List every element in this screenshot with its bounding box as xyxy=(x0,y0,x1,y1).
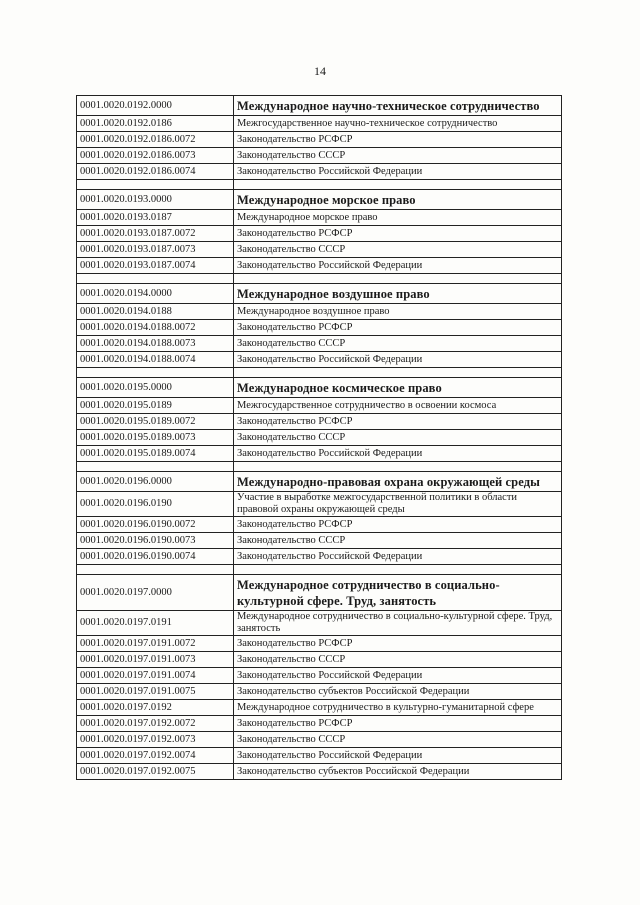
table-row xyxy=(77,668,562,684)
row-code: 0001.0020.0196.0190.0073 xyxy=(77,533,234,549)
row-code: 0001.0020.0195.0189 xyxy=(77,398,234,414)
table-row xyxy=(77,414,562,430)
table-row xyxy=(77,336,562,352)
row-code: 0001.0020.0194.0188.0072 xyxy=(77,320,234,336)
section-spacer xyxy=(77,274,562,284)
row-text: Законодательство РСФСР xyxy=(234,132,562,148)
row-code: 0001.0020.0197.0191.0075 xyxy=(77,684,234,700)
table-row xyxy=(77,636,562,652)
section-title: Международное морское право xyxy=(234,190,562,210)
row-text: Международное морское право xyxy=(234,210,562,226)
row-code: 0001.0020.0193.0187 xyxy=(77,210,234,226)
row-text: Законодательство Российской Федерации xyxy=(234,352,562,368)
section-title: Международно-правовая охрана окружающей среды xyxy=(234,472,562,492)
row-code: 0001.0020.0195.0189.0072 xyxy=(77,414,234,430)
table-row xyxy=(77,700,562,716)
row-text: Международное воздушное право xyxy=(234,304,562,320)
section-header-row xyxy=(77,472,562,492)
table-row xyxy=(77,611,562,636)
spacer-cell xyxy=(77,368,234,378)
spacer-cell xyxy=(77,565,234,575)
table-row xyxy=(77,304,562,320)
table-row xyxy=(77,226,562,242)
row-text: Законодательство СССР xyxy=(234,652,562,668)
section-title: Международное космическое право xyxy=(234,378,562,398)
row-code: 0001.0020.0193.0187.0073 xyxy=(77,242,234,258)
row-text: Законодательство Российской Федерации xyxy=(234,748,562,764)
row-code: 0001.0020.0192.0186 xyxy=(77,116,234,132)
table-row xyxy=(77,352,562,368)
row-code: 0001.0020.0193.0187.0074 xyxy=(77,258,234,274)
section-header-row xyxy=(77,378,562,398)
section-code: 0001.0020.0192.0000 xyxy=(77,96,234,116)
row-text: Законодательство Российской Федерации xyxy=(234,668,562,684)
row-code: 0001.0020.0192.0186.0072 xyxy=(77,132,234,148)
row-text: Законодательство СССР xyxy=(234,533,562,549)
row-text: Межгосударственное сотрудничество в освоении космоса xyxy=(234,398,562,414)
table-row xyxy=(77,116,562,132)
section-header-row xyxy=(77,190,562,210)
row-text: Законодательство СССР xyxy=(234,732,562,748)
row-text: Законодательство РСФСР xyxy=(234,320,562,336)
row-code: 0001.0020.0192.0186.0074 xyxy=(77,164,234,180)
table-row xyxy=(77,164,562,180)
row-code: 0001.0020.0196.0190.0072 xyxy=(77,517,234,533)
section-title: Международное научно-техническое сотрудничество xyxy=(234,96,562,116)
row-text: Законодательство субъектов Российской Федерации xyxy=(234,764,562,780)
spacer-cell xyxy=(234,368,562,378)
table-row xyxy=(77,132,562,148)
section-spacer xyxy=(77,368,562,378)
table-row xyxy=(77,446,562,462)
spacer-cell xyxy=(77,274,234,284)
spacer-cell xyxy=(234,462,562,472)
row-text: Международное сотрудничество в социально-культурной сфере. Труд, занятость xyxy=(234,611,562,636)
row-text: Законодательство РСФСР xyxy=(234,716,562,732)
table-row xyxy=(77,549,562,565)
section-title: Международное сотрудничество в социально-культурной сфере. Труд, занятость xyxy=(234,575,562,611)
row-code: 0001.0020.0194.0188 xyxy=(77,304,234,320)
section-spacer xyxy=(77,180,562,190)
section-spacer xyxy=(77,565,562,575)
classifier-table xyxy=(76,95,562,780)
table-row xyxy=(77,430,562,446)
row-code: 0001.0020.0197.0191.0073 xyxy=(77,652,234,668)
section-code: 0001.0020.0196.0000 xyxy=(77,472,234,492)
row-text: Законодательство субъектов Российской Федерации xyxy=(234,684,562,700)
section-code: 0001.0020.0194.0000 xyxy=(77,284,234,304)
row-text: Законодательство СССР xyxy=(234,336,562,352)
section-code: 0001.0020.0193.0000 xyxy=(77,190,234,210)
row-text: Законодательство Российской Федерации xyxy=(234,258,562,274)
row-code: 0001.0020.0197.0192 xyxy=(77,700,234,716)
spacer-cell xyxy=(234,180,562,190)
row-code: 0001.0020.0194.0188.0073 xyxy=(77,336,234,352)
spacer-cell xyxy=(77,462,234,472)
row-text: Участие в выработке межгосударственной политики в области правовой охраны окружающей среды xyxy=(234,492,562,517)
classifier-table-body xyxy=(77,96,562,780)
table-row xyxy=(77,398,562,414)
row-text: Законодательство Российской Федерации xyxy=(234,164,562,180)
section-header-row xyxy=(77,96,562,116)
section-code: 0001.0020.0197.0000 xyxy=(77,575,234,611)
section-spacer xyxy=(77,462,562,472)
row-text: Законодательство СССР xyxy=(234,148,562,164)
row-code: 0001.0020.0197.0192.0075 xyxy=(77,764,234,780)
page-number: 14 xyxy=(314,64,326,78)
table-row xyxy=(77,148,562,164)
row-text: Законодательство Российской Федерации xyxy=(234,549,562,565)
row-code: 0001.0020.0197.0192.0072 xyxy=(77,716,234,732)
spacer-cell xyxy=(234,274,562,284)
spacer-cell xyxy=(234,565,562,575)
row-text: Законодательство РСФСР xyxy=(234,226,562,242)
row-code: 0001.0020.0197.0192.0074 xyxy=(77,748,234,764)
table-row xyxy=(77,242,562,258)
section-header-row xyxy=(77,284,562,304)
row-text: Законодательство РСФСР xyxy=(234,517,562,533)
row-text: Законодательство СССР xyxy=(234,430,562,446)
section-header-row xyxy=(77,575,562,611)
row-text: Законодательство РСФСР xyxy=(234,414,562,430)
table-row xyxy=(77,492,562,517)
section-title: Международное воздушное право xyxy=(234,284,562,304)
table-row xyxy=(77,716,562,732)
row-code: 0001.0020.0193.0187.0072 xyxy=(77,226,234,242)
table-row xyxy=(77,732,562,748)
section-code: 0001.0020.0195.0000 xyxy=(77,378,234,398)
table-row xyxy=(77,210,562,226)
spacer-cell xyxy=(77,180,234,190)
table-row xyxy=(77,320,562,336)
row-text: Законодательство РСФСР xyxy=(234,636,562,652)
table-row xyxy=(77,533,562,549)
row-code: 0001.0020.0197.0191 xyxy=(77,611,234,636)
row-text: Законодательство СССР xyxy=(234,242,562,258)
row-text: Межгосударственное научно-техническое сотрудничество xyxy=(234,116,562,132)
table-row xyxy=(77,684,562,700)
table-row xyxy=(77,652,562,668)
row-code: 0001.0020.0195.0189.0073 xyxy=(77,430,234,446)
row-code: 0001.0020.0194.0188.0074 xyxy=(77,352,234,368)
row-text: Международное сотрудничество в культурно-гуманитарной сфере xyxy=(234,700,562,716)
row-code: 0001.0020.0197.0192.0073 xyxy=(77,732,234,748)
table-row xyxy=(77,748,562,764)
table-row xyxy=(77,517,562,533)
row-code: 0001.0020.0196.0190 xyxy=(77,492,234,517)
row-code: 0001.0020.0192.0186.0073 xyxy=(77,148,234,164)
row-code: 0001.0020.0197.0191.0074 xyxy=(77,668,234,684)
row-code: 0001.0020.0196.0190.0074 xyxy=(77,549,234,565)
row-code: 0001.0020.0197.0191.0072 xyxy=(77,636,234,652)
table-row xyxy=(77,258,562,274)
row-text: Законодательство Российской Федерации xyxy=(234,446,562,462)
row-code: 0001.0020.0195.0189.0074 xyxy=(77,446,234,462)
table-row xyxy=(77,764,562,780)
